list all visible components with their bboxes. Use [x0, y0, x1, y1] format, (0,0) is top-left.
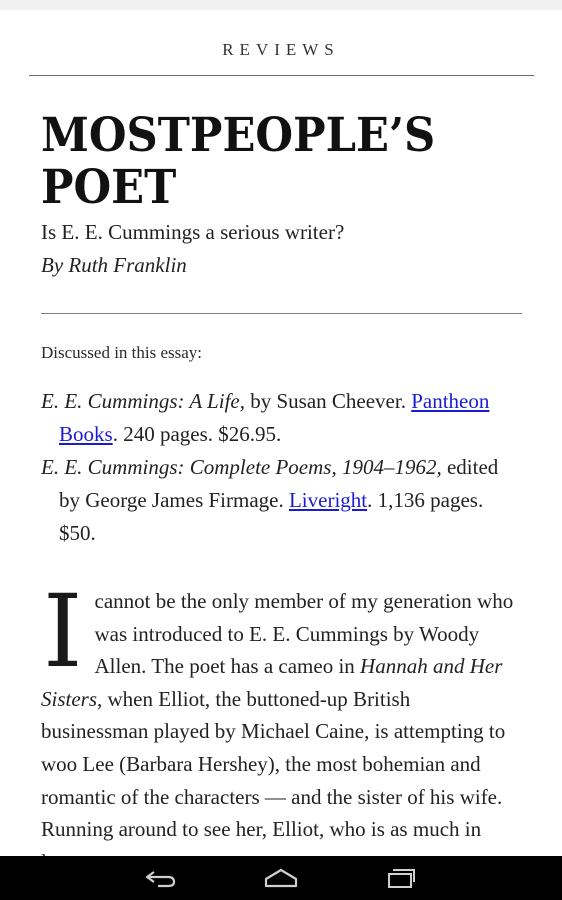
headline-line-1: MOSTPEOPLE’S [41, 108, 436, 163]
recent-apps-icon [384, 867, 418, 889]
article-headline [41, 110, 501, 214]
section-label: REVIEWS [222, 40, 340, 59]
body-paragraph [41, 573, 521, 878]
drop-cap: I [43, 573, 83, 690]
recent-apps-button[interactable] [373, 864, 429, 892]
book-list [41, 385, 521, 550]
publisher-link-liveright[interactable]: Liveright [288, 488, 368, 512]
home-icon [262, 867, 300, 889]
book-title: E. E. Cummings: A Life, [41, 389, 245, 413]
back-arrow-icon [144, 868, 178, 888]
navigation-bar [0, 856, 562, 900]
book-price: . 1,136 pages. $50. [59, 488, 484, 545]
body-text-part-2: when Elliot, the buttoned-up British businessman played by Michael Caine, is attempting to woo Lee (Barbara Hershey), the most bohemian and romantic of the characters — and the sister of his wife. Running around to see her, Elliot, who is as much in [41, 686, 506, 842]
home-button[interactable] [253, 864, 309, 892]
book-title: E. E. Cummings: Complete Poems, 1904–1962, [41, 455, 442, 479]
publisher-link-pantheon[interactable]: Pantheon Books [59, 389, 490, 446]
article-body [41, 573, 521, 878]
book-price: . 240 pages. $26.95. [112, 422, 282, 446]
film-title: Hannah and Her Sisters, [41, 654, 503, 711]
book-detail: by Susan Cheever. [244, 389, 406, 413]
back-button[interactable] [133, 864, 189, 892]
book-detail: edited by George James Firmage. [59, 455, 499, 512]
status-bar [0, 0, 562, 10]
article-deck: Is E. E. Cummings a serious writer? [41, 220, 345, 244]
book-entry [41, 451, 521, 550]
headline-line-2: POET [41, 160, 177, 215]
discussed-label: Discussed in this essay: [41, 343, 203, 362]
body-text-part-1: cannot be the only member of my generation who was introduced to E. E. Cummings by Woody Allen. The poet has a cameo in [94, 589, 514, 679]
section-divider [41, 313, 522, 314]
top-divider [29, 75, 534, 76]
article-byline: By Ruth Franklin [41, 253, 187, 277]
book-entry [41, 385, 521, 451]
